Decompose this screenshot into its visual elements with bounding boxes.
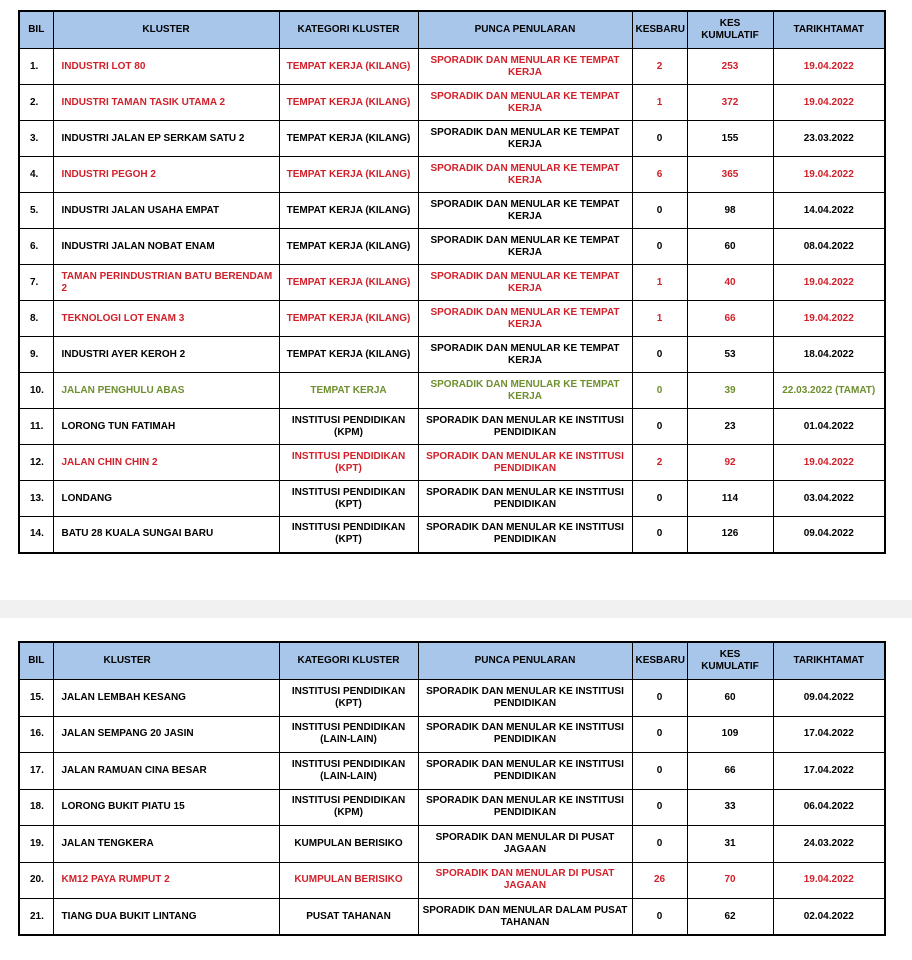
table-row <box>19 862 885 899</box>
cell-bil: 13. <box>19 481 53 517</box>
cell-kumulatif: 114 <box>687 481 773 517</box>
header-punca: PUNCA PENULARAN <box>418 642 632 680</box>
cell-punca: SPORADIK DAN MENULAR KE INSTITUSI PENDIDIKAN <box>418 445 632 481</box>
cell-bil: 2. <box>19 85 53 121</box>
cell-kategori: INSTITUSI PENDIDIKAN (KPT) <box>279 481 418 517</box>
cluster-table-1 <box>18 10 886 554</box>
cell-kluster: INDUSTRI LOT 80 <box>53 49 279 85</box>
cell-kategori: TEMPAT KERJA (KILANG) <box>279 265 418 301</box>
cell-kesbaru: 0 <box>632 680 687 717</box>
cell-kesbaru: 0 <box>632 373 687 409</box>
cell-punca: SPORADIK DAN MENULAR KE TEMPAT KERJA <box>418 121 632 157</box>
cell-tarikh: 18.04.2022 <box>773 337 885 373</box>
cell-kesbaru: 6 <box>632 157 687 193</box>
cell-tarikh: 17.04.2022 <box>773 753 885 790</box>
cell-punca: SPORADIK DAN MENULAR KE TEMPAT KERJA <box>418 193 632 229</box>
cell-punca: SPORADIK DAN MENULAR KE INSTITUSI PENDIDIKAN <box>418 481 632 517</box>
cell-kluster: TEKNOLOGI LOT ENAM 3 <box>53 301 279 337</box>
cell-kesbaru: 0 <box>632 409 687 445</box>
cell-kesbaru: 2 <box>632 49 687 85</box>
cell-tarikh: 22.03.2022 (TAMAT) <box>773 373 885 409</box>
header-tarikh: TARIKHTAMAT <box>773 642 885 680</box>
cell-kategori: INSTITUSI PENDIDIKAN (KPM) <box>279 789 418 826</box>
table-row <box>19 716 885 753</box>
cell-kluster: LORONG TUN FATIMAH <box>53 409 279 445</box>
cell-kluster: BATU 28 KUALA SUNGAI BARU <box>53 517 279 553</box>
cell-kesbaru: 26 <box>632 862 687 899</box>
table-row <box>19 899 885 936</box>
cell-kluster: TAMAN PERINDUSTRIAN BATU BERENDAM 2 <box>53 265 279 301</box>
table-row <box>19 301 885 337</box>
cell-bil: 15. <box>19 680 53 717</box>
table-row <box>19 753 885 790</box>
cell-kategori: INSTITUSI PENDIDIKAN (KPT) <box>279 680 418 717</box>
cell-tarikh: 01.04.2022 <box>773 409 885 445</box>
cell-kesbaru: 0 <box>632 753 687 790</box>
cell-bil: 11. <box>19 409 53 445</box>
cell-bil: 9. <box>19 337 53 373</box>
cell-bil: 20. <box>19 862 53 899</box>
cell-kategori: INSTITUSI PENDIDIKAN (KPM) <box>279 409 418 445</box>
cell-kesbaru: 1 <box>632 265 687 301</box>
cell-kategori: TEMPAT KERJA <box>279 373 418 409</box>
cell-kumulatif: 39 <box>687 373 773 409</box>
cell-kumulatif: 66 <box>687 753 773 790</box>
cell-kategori: KUMPULAN BERISIKO <box>279 862 418 899</box>
header-kluster: KLUSTER <box>53 11 279 49</box>
header-kesbaru: KESBARU <box>632 642 687 680</box>
table-row <box>19 193 885 229</box>
header-bil: BIL <box>19 642 53 680</box>
cell-punca: SPORADIK DAN MENULAR KE TEMPAT KERJA <box>418 301 632 337</box>
table-row <box>19 826 885 863</box>
cell-kumulatif: 365 <box>687 157 773 193</box>
cell-tarikh: 19.04.2022 <box>773 301 885 337</box>
cell-tarikh: 19.04.2022 <box>773 85 885 121</box>
cell-bil: 6. <box>19 229 53 265</box>
header-kategori: KATEGORI KLUSTER <box>279 11 418 49</box>
cell-punca: SPORADIK DAN MENULAR KE INSTITUSI PENDIDIKAN <box>418 753 632 790</box>
cell-punca: SPORADIK DAN MENULAR KE INSTITUSI PENDIDIKAN <box>418 716 632 753</box>
cell-kategori: TEMPAT KERJA (KILANG) <box>279 337 418 373</box>
cell-kategori: TEMPAT KERJA (KILANG) <box>279 85 418 121</box>
table-row <box>19 49 885 85</box>
cell-kesbaru: 0 <box>632 826 687 863</box>
cell-kesbaru: 2 <box>632 445 687 481</box>
cell-kesbaru: 0 <box>632 337 687 373</box>
cell-bil: 16. <box>19 716 53 753</box>
cell-kumulatif: 40 <box>687 265 773 301</box>
cell-bil: 4. <box>19 157 53 193</box>
cell-kesbaru: 1 <box>632 301 687 337</box>
cell-kesbaru: 0 <box>632 193 687 229</box>
cell-kluster: KM12 PAYA RUMPUT 2 <box>53 862 279 899</box>
cell-tarikh: 17.04.2022 <box>773 716 885 753</box>
cell-kategori: PUSAT TAHANAN <box>279 899 418 936</box>
cell-kategori: TEMPAT KERJA (KILANG) <box>279 301 418 337</box>
cell-kluster: JALAN TENGKERA <box>53 826 279 863</box>
page-separator <box>0 600 912 618</box>
cell-kumulatif: 60 <box>687 680 773 717</box>
cell-kluster: INDUSTRI JALAN NOBAT ENAM <box>53 229 279 265</box>
cell-punca: SPORADIK DAN MENULAR KE TEMPAT KERJA <box>418 373 632 409</box>
table-header-row <box>19 642 885 680</box>
cell-kategori: TEMPAT KERJA (KILANG) <box>279 229 418 265</box>
cell-bil: 18. <box>19 789 53 826</box>
cell-bil: 8. <box>19 301 53 337</box>
cell-kesbaru: 1 <box>632 85 687 121</box>
cell-kumulatif: 372 <box>687 85 773 121</box>
cell-punca: SPORADIK DAN MENULAR KE TEMPAT KERJA <box>418 265 632 301</box>
cell-punca: SPORADIK DAN MENULAR KE INSTITUSI PENDIDIKAN <box>418 680 632 717</box>
table-row <box>19 517 885 553</box>
table-row <box>19 680 885 717</box>
cell-tarikh: 09.04.2022 <box>773 680 885 717</box>
cell-kumulatif: 23 <box>687 409 773 445</box>
cell-kategori: TEMPAT KERJA (KILANG) <box>279 193 418 229</box>
cell-kluster: LONDANG <box>53 481 279 517</box>
cell-punca: SPORADIK DAN MENULAR KE TEMPAT KERJA <box>418 229 632 265</box>
header-kumulatif: KES KUMULATIF <box>687 11 773 49</box>
cell-tarikh: 03.04.2022 <box>773 481 885 517</box>
cell-kumulatif: 33 <box>687 789 773 826</box>
cell-kluster: INDUSTRI TAMAN TASIK UTAMA 2 <box>53 85 279 121</box>
cell-kategori: TEMPAT KERJA (KILANG) <box>279 121 418 157</box>
cell-kumulatif: 253 <box>687 49 773 85</box>
cell-kumulatif: 155 <box>687 121 773 157</box>
cell-bil: 3. <box>19 121 53 157</box>
cell-kesbaru: 0 <box>632 716 687 753</box>
cell-kesbaru: 0 <box>632 789 687 826</box>
cell-kluster: TIANG DUA BUKIT LINTANG <box>53 899 279 936</box>
cell-kumulatif: 53 <box>687 337 773 373</box>
cell-kumulatif: 109 <box>687 716 773 753</box>
cell-punca: SPORADIK DAN MENULAR KE INSTITUSI PENDIDIKAN <box>418 517 632 553</box>
header-kumulatif: KES KUMULATIF <box>687 642 773 680</box>
cell-tarikh: 23.03.2022 <box>773 121 885 157</box>
cell-kumulatif: 98 <box>687 193 773 229</box>
cell-kluster: JALAN RAMUAN CINA BESAR <box>53 753 279 790</box>
table-row <box>19 85 885 121</box>
table-row <box>19 373 885 409</box>
table-row <box>19 481 885 517</box>
cell-punca: SPORADIK DAN MENULAR KE TEMPAT KERJA <box>418 49 632 85</box>
cell-punca: SPORADIK DAN MENULAR KE INSTITUSI PENDIDIKAN <box>418 789 632 826</box>
cell-bil: 5. <box>19 193 53 229</box>
cell-punca: SPORADIK DAN MENULAR KE TEMPAT KERJA <box>418 157 632 193</box>
cell-bil: 7. <box>19 265 53 301</box>
cell-kumulatif: 70 <box>687 862 773 899</box>
cell-punca: SPORADIK DAN MENULAR DALAM PUSAT TAHANAN <box>418 899 632 936</box>
cell-tarikh: 19.04.2022 <box>773 265 885 301</box>
cell-kluster: JALAN PENGHULU ABAS <box>53 373 279 409</box>
cell-kesbaru: 0 <box>632 121 687 157</box>
cell-kluster: JALAN LEMBAH KESANG <box>53 680 279 717</box>
cluster-table-2 <box>18 641 886 936</box>
cell-bil: 14. <box>19 517 53 553</box>
cell-tarikh: 02.04.2022 <box>773 899 885 936</box>
cell-bil: 1. <box>19 49 53 85</box>
cell-tarikh: 19.04.2022 <box>773 445 885 481</box>
cell-tarikh: 08.04.2022 <box>773 229 885 265</box>
cell-kluster: JALAN CHIN CHIN 2 <box>53 445 279 481</box>
cell-bil: 17. <box>19 753 53 790</box>
cell-punca: SPORADIK DAN MENULAR DI PUSAT JAGAAN <box>418 862 632 899</box>
cell-kumulatif: 126 <box>687 517 773 553</box>
cell-kumulatif: 62 <box>687 899 773 936</box>
cell-tarikh: 06.04.2022 <box>773 789 885 826</box>
cell-kategori: TEMPAT KERJA (KILANG) <box>279 157 418 193</box>
cell-kategori: INSTITUSI PENDIDIKAN (LAIN-LAIN) <box>279 753 418 790</box>
cell-tarikh: 14.04.2022 <box>773 193 885 229</box>
cell-punca: SPORADIK DAN MENULAR KE INSTITUSI PENDIDIKAN <box>418 409 632 445</box>
cell-kumulatif: 60 <box>687 229 773 265</box>
table-row <box>19 265 885 301</box>
cell-kluster: LORONG BUKIT PIATU 15 <box>53 789 279 826</box>
table-row <box>19 229 885 265</box>
cell-kategori: INSTITUSI PENDIDIKAN (LAIN-LAIN) <box>279 716 418 753</box>
header-bil: BIL <box>19 11 53 49</box>
cluster-table-page-1 <box>18 10 884 554</box>
header-kategori: KATEGORI KLUSTER <box>279 642 418 680</box>
cell-tarikh: 09.04.2022 <box>773 517 885 553</box>
cell-kumulatif: 66 <box>687 301 773 337</box>
table-row <box>19 337 885 373</box>
cell-punca: SPORADIK DAN MENULAR KE TEMPAT KERJA <box>418 337 632 373</box>
cluster-table-page-2 <box>18 641 884 936</box>
table-row <box>19 409 885 445</box>
header-tarikh: TARIKHTAMAT <box>773 11 885 49</box>
cell-kategori: INSTITUSI PENDIDIKAN (KPT) <box>279 445 418 481</box>
cell-punca: SPORADIK DAN MENULAR KE TEMPAT KERJA <box>418 85 632 121</box>
cell-kluster: INDUSTRI JALAN EP SERKAM SATU 2 <box>53 121 279 157</box>
header-kesbaru: KESBARU <box>632 11 687 49</box>
cell-kategori: TEMPAT KERJA (KILANG) <box>279 49 418 85</box>
table-row <box>19 789 885 826</box>
table-row <box>19 121 885 157</box>
cell-kesbaru: 0 <box>632 481 687 517</box>
table-header-row <box>19 11 885 49</box>
cell-kluster: INDUSTRI JALAN USAHA EMPAT <box>53 193 279 229</box>
cell-punca: SPORADIK DAN MENULAR DI PUSAT JAGAAN <box>418 826 632 863</box>
cell-tarikh: 19.04.2022 <box>773 862 885 899</box>
cell-bil: 10. <box>19 373 53 409</box>
cell-kategori: INSTITUSI PENDIDIKAN (KPT) <box>279 517 418 553</box>
cell-tarikh: 19.04.2022 <box>773 49 885 85</box>
cell-kesbaru: 0 <box>632 899 687 936</box>
header-punca: PUNCA PENULARAN <box>418 11 632 49</box>
cell-tarikh: 19.04.2022 <box>773 157 885 193</box>
cell-kluster: INDUSTRI AYER KEROH 2 <box>53 337 279 373</box>
cell-kategori: KUMPULAN BERISIKO <box>279 826 418 863</box>
cell-bil: 19. <box>19 826 53 863</box>
cell-kumulatif: 92 <box>687 445 773 481</box>
header-kluster: KLUSTER <box>53 642 279 680</box>
table-row <box>19 445 885 481</box>
cell-kesbaru: 0 <box>632 229 687 265</box>
cell-bil: 21. <box>19 899 53 936</box>
cell-tarikh: 24.03.2022 <box>773 826 885 863</box>
cell-kesbaru: 0 <box>632 517 687 553</box>
cell-bil: 12. <box>19 445 53 481</box>
cell-kluster: JALAN SEMPANG 20 JASIN <box>53 716 279 753</box>
cell-kumulatif: 31 <box>687 826 773 863</box>
cell-kluster: INDUSTRI PEGOH 2 <box>53 157 279 193</box>
table-row <box>19 157 885 193</box>
